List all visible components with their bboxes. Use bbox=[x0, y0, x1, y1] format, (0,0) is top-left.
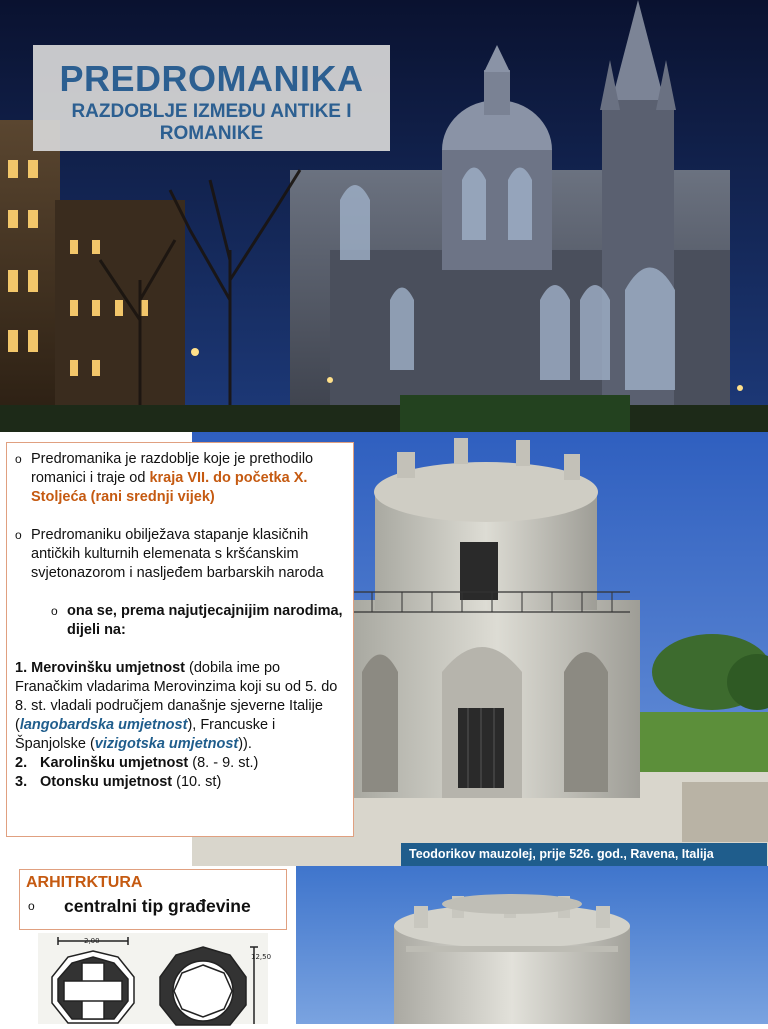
bullet-marker: o bbox=[51, 604, 58, 618]
bullet-marker: o bbox=[28, 899, 35, 913]
cathedral-photo bbox=[0, 0, 768, 432]
architecture-box bbox=[19, 869, 287, 930]
description-box bbox=[6, 442, 354, 837]
page-subtitle: RAZDOBLJE IZMEĐU ANTIKE I ROMANIKE bbox=[71, 101, 352, 144]
bullet-marker: o bbox=[15, 528, 22, 542]
title-box bbox=[33, 45, 390, 151]
list-item-ottonian: 3. Otonsku umjetnost (10. st) bbox=[15, 774, 222, 790]
page-title: PREDROMANIKA bbox=[59, 58, 364, 99]
list-item-merovingian: 1. Merovinšku umjetnost (dobila ime po Franačkim vladarima Merovinzima koji su od 5. do 8. st. vladali područjem današnje sjeverne Italije (langobardska umjetnost), Francuske i Španjolske (vizigotska umjetnost)). bbox=[15, 660, 338, 752]
paragraph-definition: o Predromanika je razdoblje koje je prethodilo romanici i traje od kraja VII. do početka X. Stoljeća (rani srednji vijek) bbox=[15, 451, 314, 505]
architecture-item: o centralni tip građevine bbox=[26, 893, 280, 919]
period-highlight: kraja VII. do početka X. Stoljeća (rani srednji vijek) bbox=[31, 470, 308, 505]
bullet-marker: o bbox=[15, 452, 22, 466]
list-item-carolingian: 2. Karolinšku umjetnost (8. - 9. st.) bbox=[15, 755, 259, 771]
plan-dimension-top: 2,00 bbox=[84, 937, 100, 945]
plan-dimension-side: 12,50 bbox=[251, 953, 272, 961]
paragraph-characteristics: o Predromaniku obilježava stapanje klasičnih antičkih kulturnih elemenata s kršćanskim svjetonazorom i nasljeđem barbarskih naroda bbox=[15, 527, 324, 581]
mausoleum-photo-bottom bbox=[296, 866, 768, 1024]
floor-plan-drawing bbox=[38, 933, 272, 1024]
architecture-heading: ARHITRKTURA bbox=[26, 874, 143, 891]
photo-caption: Teodorikov mauzolej, prije 526. god., Ravena, Italija bbox=[401, 843, 767, 866]
paragraph-division: o ona se, prema najutjecajnijim narodima, dijeli na: bbox=[51, 603, 343, 638]
